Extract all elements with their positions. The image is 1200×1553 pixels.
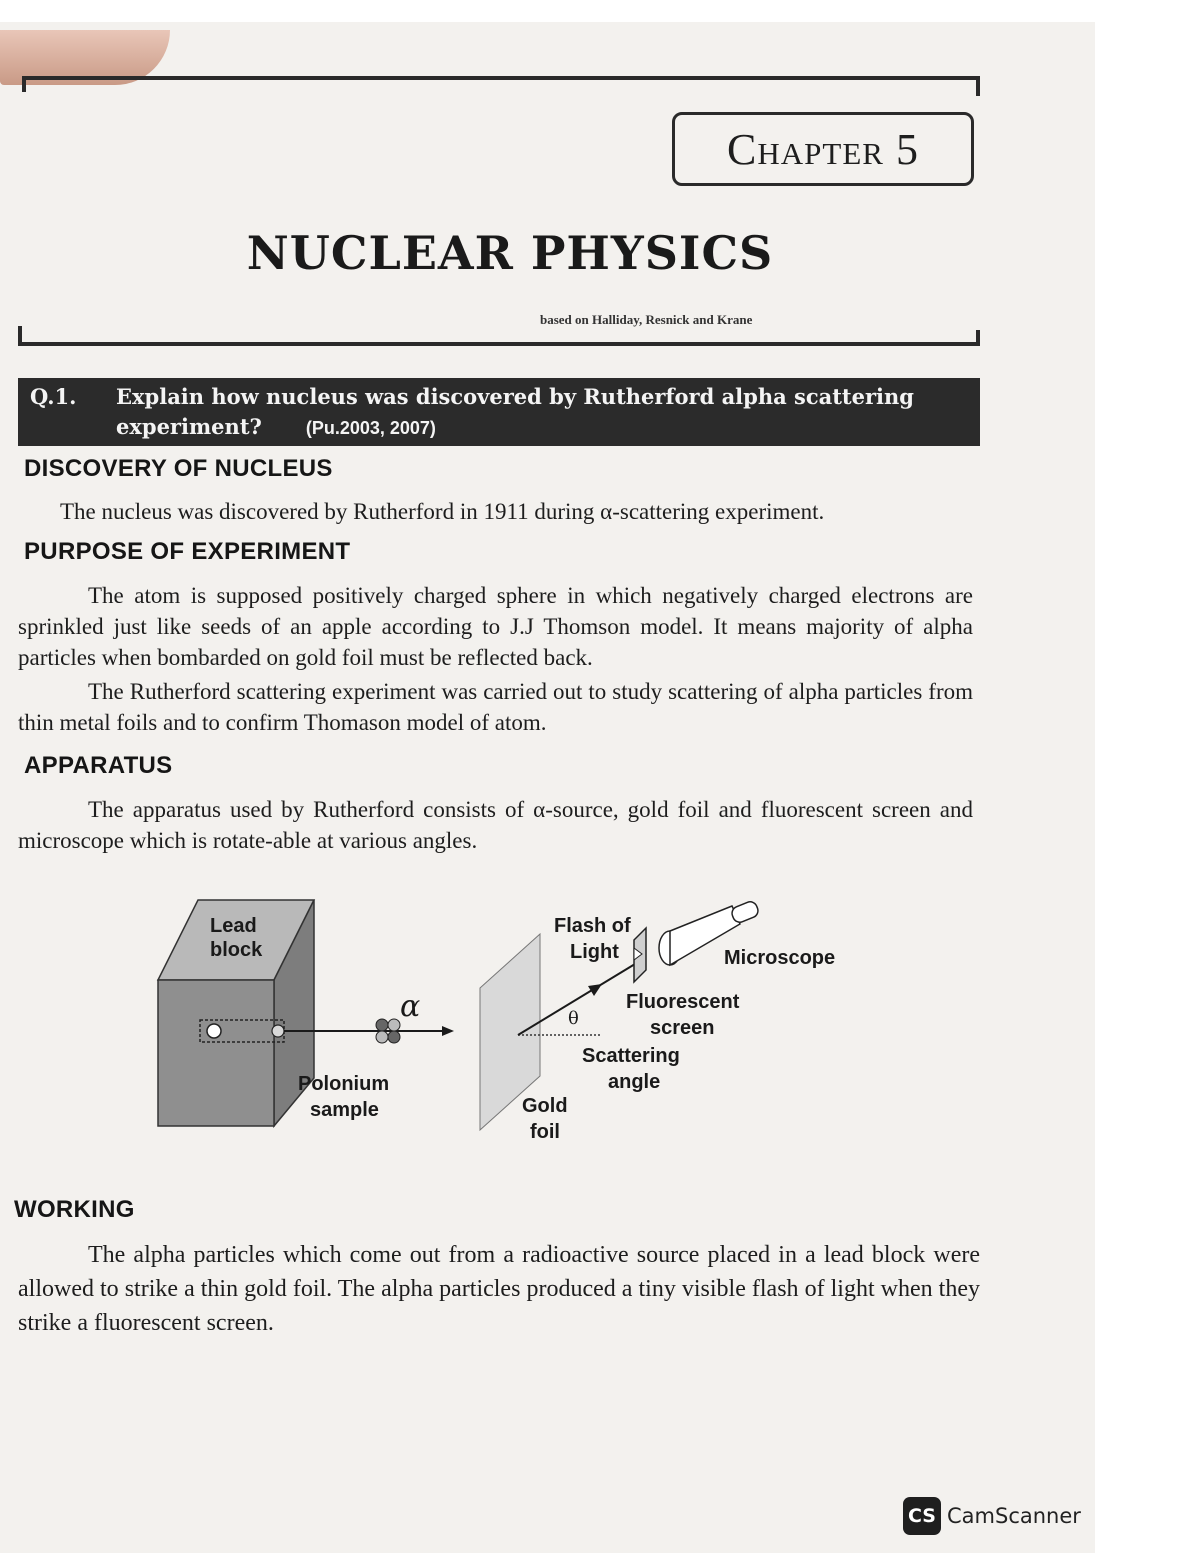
question-text-line2: experiment? xyxy=(116,414,262,439)
microscope-label: Microscope xyxy=(724,947,836,969)
bottom-rule-cap-right xyxy=(976,330,980,346)
alpha-symbol: α xyxy=(400,989,421,1024)
beam-arrowhead xyxy=(442,1026,454,1036)
purpose-paragraph-1: The atom is supposed positively charged sphere in which negatively charged electrons are sprinkled just like seeds of an apple according to J.J Thomson model. It means majority of alpha particles when bombarded on gold foil must be reflected back. xyxy=(18,583,973,670)
polonium-label-1: Polonium xyxy=(298,1073,390,1095)
lead-block-front xyxy=(158,980,274,1126)
source-credit: based on Halliday, Resnick and Krane xyxy=(540,312,753,327)
fluorescent-label-2: screen xyxy=(650,1017,715,1039)
scattering-label-2: angle xyxy=(608,1071,661,1093)
heading-working: WORKING xyxy=(14,1196,135,1223)
discovery-text: The nucleus was discovered by Rutherford in 1911 during α-scattering experiment. xyxy=(60,499,825,524)
heading-purpose: PURPOSE OF EXPERIMENT xyxy=(24,538,351,565)
heading-discovery: DISCOVERY OF NUCLEUS xyxy=(24,455,333,482)
working-text: The alpha particles which come out from a radioactive source placed in a lead block were allowed to strike a thin gold foil. The alpha particles produced a tiny visible flash of light when they strike a fluorescent screen. xyxy=(18,1242,980,1336)
scattering-label-1: Scattering xyxy=(582,1045,680,1067)
gold-foil-label-1: Gold xyxy=(522,1095,568,1117)
channel-opening xyxy=(272,1025,284,1037)
polonium-label-2: sample xyxy=(310,1099,379,1121)
question-number: Q.1. xyxy=(30,384,77,409)
chapter-title: NUCLEAR PHYSICS xyxy=(246,226,774,280)
top-rule-cap-left xyxy=(22,76,26,92)
microscope-eyepiece xyxy=(730,900,760,925)
flash-label-1: Flash of xyxy=(554,915,631,937)
alpha-particle-icon xyxy=(376,1019,388,1031)
camscanner-brand: CamScanner xyxy=(947,1504,1081,1528)
polonium-source-icon xyxy=(207,1024,221,1038)
chapter-label: Chapter 5 xyxy=(672,112,974,186)
camscanner-logo-icon: CS xyxy=(903,1497,941,1535)
question-text-line1: Explain how nucleus was discovered by Rutherford alpha scattering xyxy=(116,384,914,409)
gold-foil-label-2: foil xyxy=(530,1121,560,1143)
top-rule-cap-right xyxy=(976,76,980,96)
rutherford-apparatus-diagram xyxy=(140,880,860,1160)
camscanner-watermark xyxy=(903,1497,1081,1535)
question-banner xyxy=(18,378,980,446)
scattered-arrowhead xyxy=(588,984,602,996)
alpha-particle-icon xyxy=(388,1031,400,1043)
lead-block-label-2: block xyxy=(210,939,263,961)
flash-label-2: Light xyxy=(570,941,619,963)
question-citation: (Pu.2003, 2007) xyxy=(305,418,436,438)
theta-symbol: θ xyxy=(568,1008,579,1029)
heading-apparatus: APPARATUS xyxy=(24,752,173,779)
apparatus-text: The apparatus used by Rutherford consists of α-source, gold foil and fluorescent screen and microscope which is rotate-able at various angles. xyxy=(18,797,973,853)
fluorescent-label-1: Fluorescent xyxy=(626,991,740,1013)
alpha-particle-icon xyxy=(376,1031,388,1043)
alpha-particle-icon xyxy=(388,1019,400,1031)
header-bottom-rule xyxy=(22,342,980,346)
purpose-paragraph-2: The Rutherford scattering experiment was carried out to study scattering of alpha particles from thin metal foils and to confirm Thomason model of atom. xyxy=(18,679,973,735)
bottom-rule-cap-left xyxy=(18,326,22,346)
top-rule xyxy=(22,76,980,80)
lead-block-label-1: Lead xyxy=(210,915,257,937)
